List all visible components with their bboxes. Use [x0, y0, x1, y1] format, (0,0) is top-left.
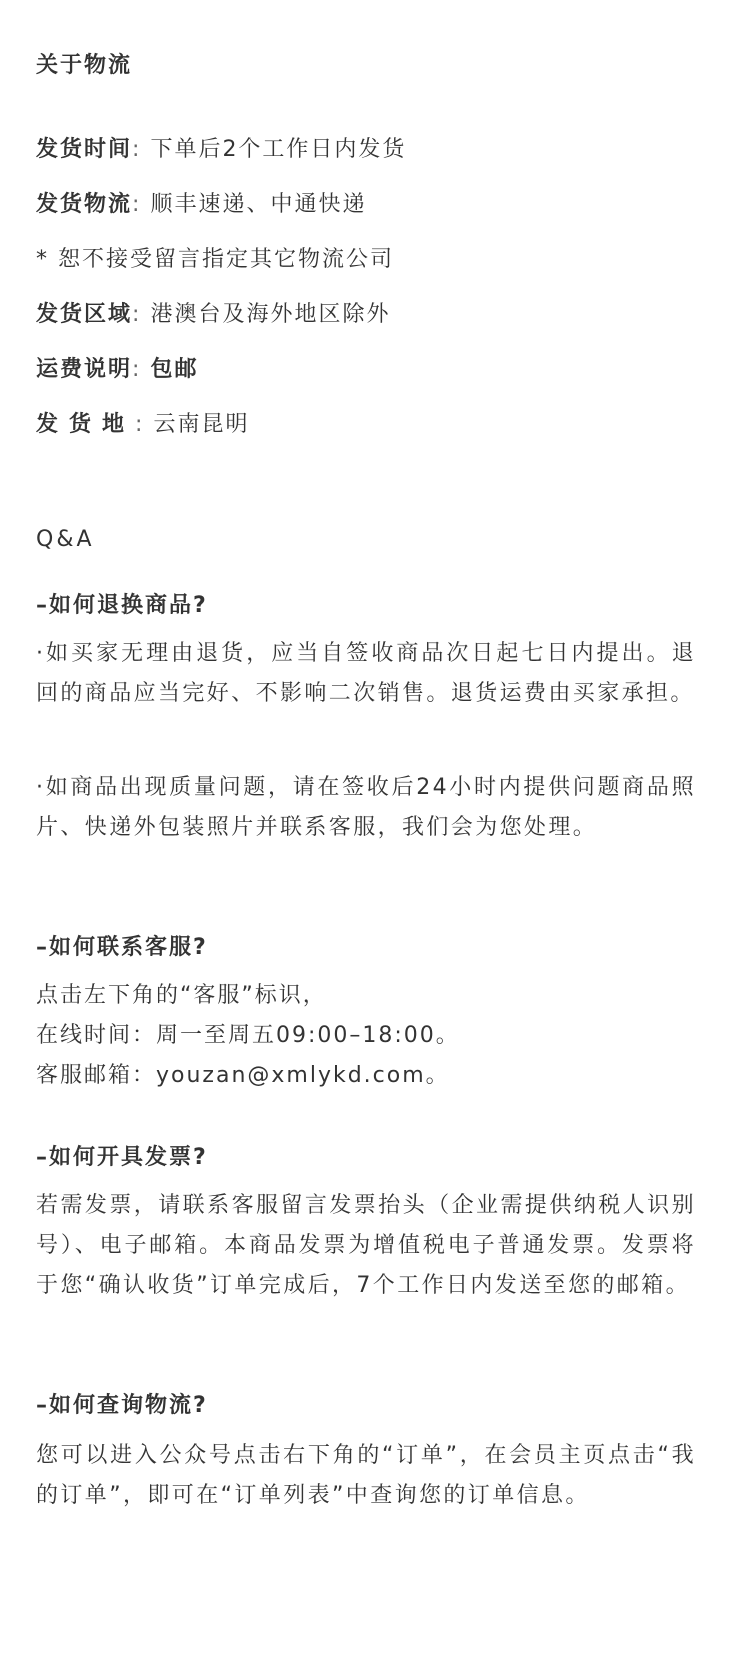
logistics-row-region: [36, 299, 390, 331]
logistics-row-shipping-fee: [36, 354, 198, 386]
row-label: 发货地: [36, 412, 136, 437]
qa-question-tracking: –如何查询物流?: [36, 1393, 208, 1418]
qa-question-return: –如何退换商品?: [36, 593, 208, 618]
logistics-title: 关于物流: [36, 53, 133, 78]
row-label: 发货物流: [36, 192, 133, 217]
row-label: 运费说明: [36, 357, 133, 382]
qa-answer-line: 客服邮箱：youzan@xmlykd.com。: [36, 1063, 450, 1088]
qa-answer-paragraph: ·如买家无理由退货，应当自签收商品次日起七日内提出。退回的商品应当完好、不影响二次销售。退货运费由买家承担。: [36, 641, 696, 706]
logistics-row-carrier: [36, 189, 366, 221]
row-label: 发货区域: [36, 302, 133, 327]
row-colon: :: [135, 412, 145, 437]
qa-answer-line: 点击左下角的“客服”标识，: [36, 983, 327, 1008]
row-value: 下单后2个工作日内发货: [150, 137, 407, 162]
row-colon: :: [132, 137, 142, 162]
logistics-note: * 恕不接受留言指定其它物流公司: [36, 247, 394, 272]
logistics-row-ship-time: [36, 134, 406, 166]
logistics-row-origin: [36, 409, 249, 441]
qa-answer-line: 在线时间：周一至周五09:00–18:00。: [36, 1023, 460, 1048]
qa-question-contact: –如何联系客服?: [36, 935, 208, 960]
row-colon: :: [132, 192, 142, 217]
row-value: 包邮: [150, 357, 199, 382]
qa-answer-paragraph: ·如商品出现质量问题，请在签收后24小时内提供问题商品照片、快递外包装照片并联系客服，我们会为您处理。: [36, 775, 696, 840]
qa-title: Q&A: [36, 527, 95, 552]
qa-question-invoice: –如何开具发票?: [36, 1145, 208, 1170]
row-value: 顺丰速递、中通快递: [150, 192, 367, 217]
row-label: 发货时间: [36, 137, 133, 162]
row-value: 港澳台及海外地区除外: [150, 302, 391, 327]
row-colon: :: [132, 357, 142, 382]
row-colon: :: [132, 302, 142, 327]
qa-answer-paragraph: 若需发票，请联系客服留言发票抬头（企业需提供纳税人识别号）、电子邮箱。本商品发票为增值税电子普通发票。发票将于您“确认收货”订单完成后，7个工作日内发送至您的邮箱。: [36, 1193, 696, 1298]
row-value: 云南昆明: [153, 412, 250, 437]
qa-answer-paragraph: 您可以进入公众号点击右下角的“订单”，在会员主页点击“我的订单”，即可在“订单列表”中查询您的订单信息。: [36, 1443, 696, 1508]
